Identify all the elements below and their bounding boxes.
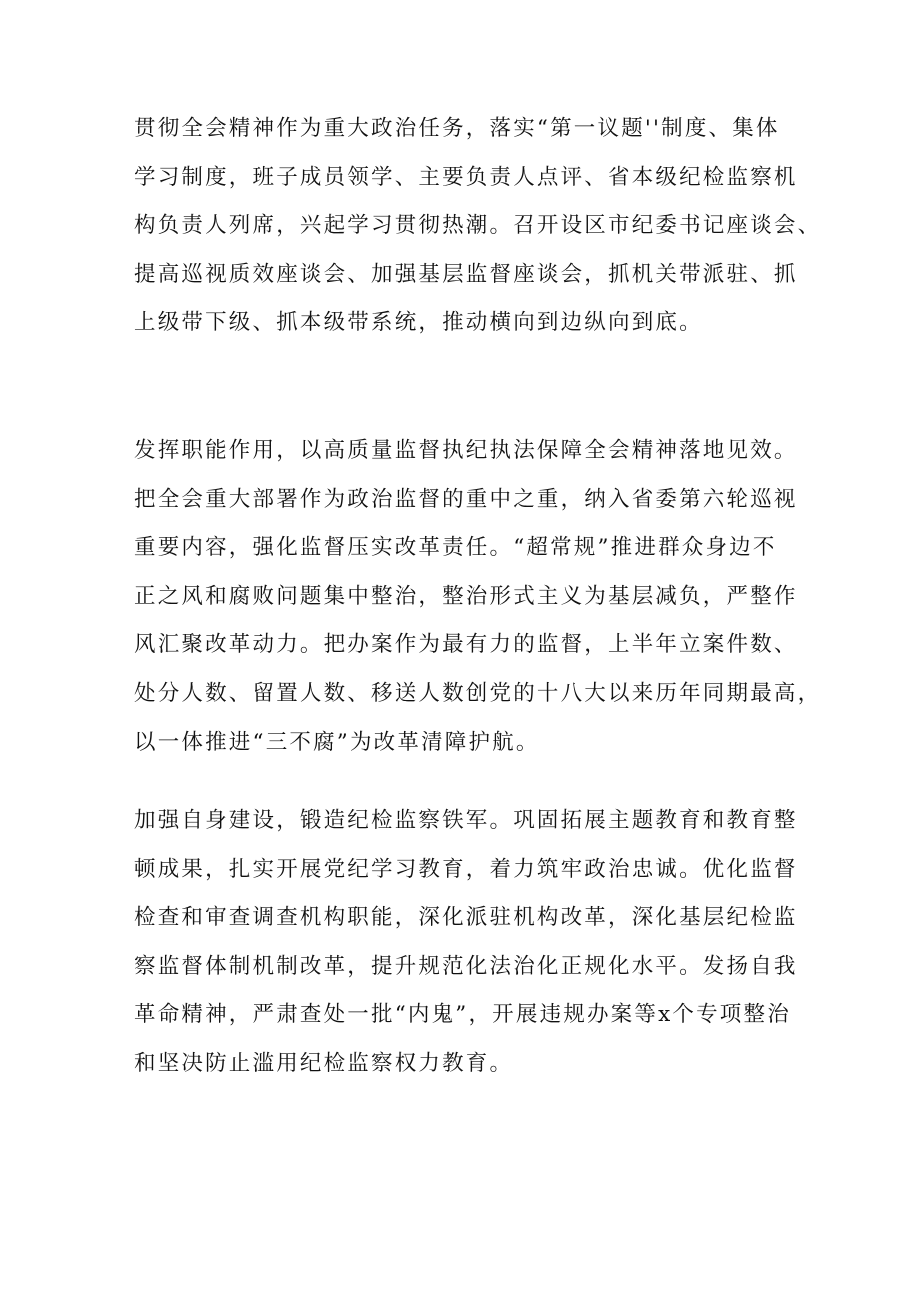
text-line: 发挥职能作用，以高质量监督执纪执法保障全会精神落地见效。	[134, 438, 798, 463]
text-line: 检查和审查调查机构职能，深化派驻机构改革，深化基层纪检监	[134, 905, 798, 931]
text-line: 察监督体制机制改革，提升规范化法治化正规化水平。发扬自我	[134, 953, 798, 979]
text-line: 重要内容，强化监督压实改革责任。“超常规”推进群众身边不	[134, 535, 777, 561]
text-line: 和坚决防止滥用纪检监察权力教育。	[134, 1050, 514, 1076]
text-line: 构负责人列席，兴起学习贯彻热潮。召开设区市纪委书记座谈会、	[134, 213, 822, 239]
text-line: 加强自身建设，锻造纪检监察铁军。巩固拓展主题教育和教育整	[134, 808, 798, 833]
paragraph-supervision-role	[134, 427, 822, 767]
text-line: 贯彻全会精神作为重大政治任务，落实“第一议题''制度、集体	[134, 116, 780, 141]
text-line: 学习制度，班子成员领学、主要负责人点评、省本级纪检监察机	[134, 164, 798, 190]
text-line: 风汇聚改革动力。把办案作为最有力的监督，上半年立案件数、	[134, 632, 798, 658]
paragraph-study-plenary-spirit	[134, 105, 822, 348]
text-line: 革命精神，严肃查处一批“内鬼”，开展违规办案等x个专项整治	[134, 1002, 791, 1028]
text-line: 以一体推进“三不腐”为改革清障护航。	[134, 729, 540, 755]
text-line: 正之风和腐败问题集中整治，整治形式主义为基层减负，严整作	[134, 583, 798, 609]
paragraph-self-construction	[134, 797, 798, 1089]
text-line: 提高巡视质效座谈会、加强基层监督座谈会，抓机关带派驻、抓	[134, 261, 798, 287]
text-line: 顿成果，扎实开展党纪学习教育，着力筑牢政治忠诚。优化监督	[134, 856, 798, 882]
text-line: 把全会重大部署作为政治监督的重中之重，纳入省委第六轮巡视	[134, 486, 798, 512]
text-line: 上级带下级、抓本级带系统，推动横向到边纵向到底。	[134, 310, 703, 336]
text-line: 处分人数、留置人数、移送人数创党的十八大以来历年同期最高，	[134, 680, 822, 706]
